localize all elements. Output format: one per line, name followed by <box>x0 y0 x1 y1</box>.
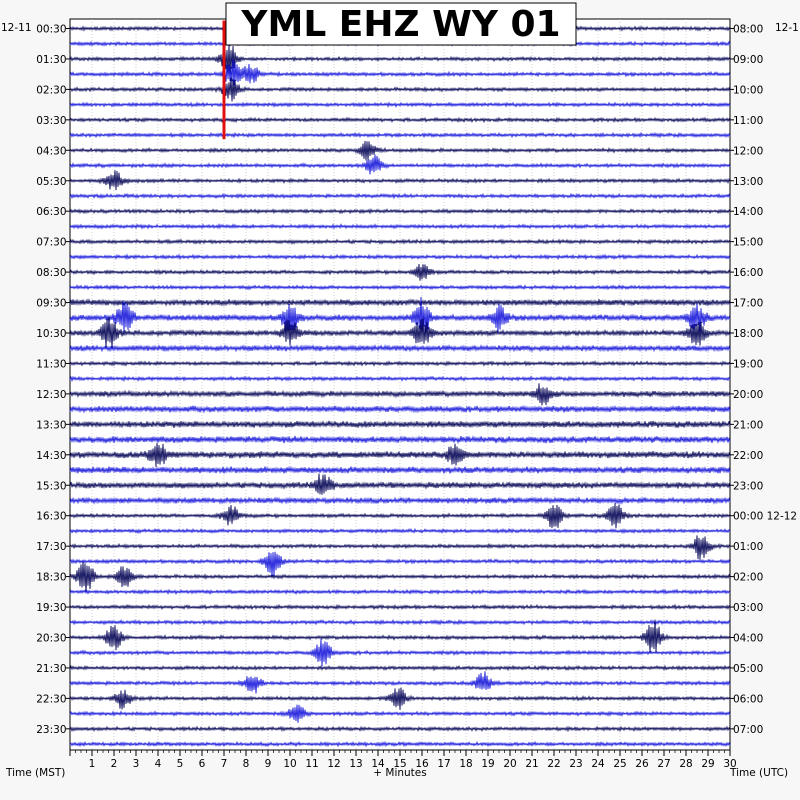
x-tick-label: 1 <box>88 758 96 770</box>
x-tick-label: 12 <box>327 758 341 770</box>
right-tick-label: 11:00 <box>733 114 764 127</box>
left-tick-label: 23:30 <box>36 723 67 736</box>
left-tick-label: 15:30 <box>36 480 67 493</box>
right-date-label: 12-1 <box>775 22 799 34</box>
left-tick-label: 08:30 <box>36 267 67 280</box>
x-tick-label: 13 <box>349 758 363 770</box>
x-tick-label: 30 <box>723 758 737 770</box>
right-tick-label: 06:00 <box>733 693 764 706</box>
left-date-label: 12-11 <box>1 22 32 34</box>
x-tick-label: 27 <box>657 758 671 770</box>
right-tick-label: 20:00 <box>733 388 764 401</box>
right-tick-label: 17:00 <box>733 297 764 310</box>
left-tick-label: 17:30 <box>36 541 67 554</box>
left-tick-label: 14:30 <box>36 449 67 462</box>
x-tick-label: 5 <box>176 758 184 770</box>
left-tick-label: 07:30 <box>36 236 67 249</box>
left-time-axis <box>36 24 70 736</box>
left-tick-label: 19:30 <box>36 602 67 615</box>
left-tick-label: 13:30 <box>36 419 67 432</box>
right-tick-label: 07:00 <box>733 723 764 736</box>
left-tick-label: 06:30 <box>36 206 67 219</box>
x-tick-label: 17 <box>437 758 451 770</box>
left-tick-label: 00:30 <box>36 23 67 36</box>
x-tick-label: 18 <box>459 758 473 770</box>
x-tick-label: 16 <box>415 758 429 770</box>
right-tick-label: 01:00 <box>733 541 764 554</box>
right-tick-label: 04:00 <box>733 632 764 645</box>
x-tick-label: 10 <box>283 758 297 770</box>
x-tick-label: 24 <box>591 758 605 770</box>
right-tick-label: 19:00 <box>733 358 764 371</box>
x-tick-label: 7 <box>220 758 228 770</box>
left-tick-label: 09:30 <box>36 297 67 310</box>
x-tick-label: 3 <box>132 758 140 770</box>
x-tick-label: 6 <box>198 758 206 770</box>
left-tick-label: 11:30 <box>36 358 67 371</box>
right-tick-label: 02:00 <box>733 571 764 584</box>
left-tick-label: 16:30 <box>36 510 67 523</box>
x-tick-label: 20 <box>503 758 517 770</box>
left-tick-label: 02:30 <box>36 84 67 97</box>
right-time-axis <box>730 24 797 736</box>
x-tick-label: 4 <box>154 758 162 770</box>
right-tick-label: 08:00 <box>733 23 764 36</box>
right-tick-label: 03:00 <box>733 602 764 615</box>
right-tick-label: 14:00 <box>733 206 764 219</box>
right-tick-label: 18:00 <box>733 328 764 340</box>
left-tick-label: 12:30 <box>36 388 67 401</box>
x-tick-label: 29 <box>701 758 715 770</box>
right-tick-label: 21:00 <box>733 419 764 432</box>
x-tick-label: 21 <box>525 758 539 770</box>
right-axis-label: Time (UTC) <box>730 767 789 779</box>
left-tick-label: 01:30 <box>36 53 67 66</box>
right-tick-label: 09:00 <box>733 53 764 66</box>
x-tick-label: 9 <box>264 758 272 770</box>
left-tick-label: 22:30 <box>36 693 67 706</box>
right-tick-label: 12:00 <box>733 145 764 158</box>
x-tick-label: 26 <box>635 758 649 770</box>
left-tick-label: 10:30 <box>36 328 67 340</box>
x-tick-label: 28 <box>679 758 693 770</box>
left-tick-label: 04:30 <box>36 145 67 158</box>
right-tick-label: 23:00 <box>733 480 764 493</box>
right-tick-label: 22:00 <box>733 449 764 462</box>
x-tick-label: 11 <box>305 758 319 770</box>
x-tick-label: 19 <box>481 758 495 770</box>
right-tick-label: 13:00 <box>733 175 764 188</box>
x-tick-label: 25 <box>613 758 627 770</box>
right-tick-label: 16:00 <box>733 267 764 280</box>
right-tick-label: 00:00 12-12 <box>733 510 798 523</box>
chart-title: YML EHZ WY 01 <box>241 4 561 45</box>
x-tick-label: 15 <box>393 758 407 770</box>
right-tick-label: 05:00 <box>733 662 764 675</box>
right-tick-label: 10:00 <box>733 84 764 97</box>
x-tick-label: 22 <box>547 758 561 770</box>
x-tick-label: 14 <box>371 758 385 770</box>
left-tick-label: 05:30 <box>36 175 67 188</box>
left-tick-label: 18:30 <box>36 571 67 584</box>
x-axis-label: + Minutes <box>373 767 427 779</box>
left-tick-label: 03:30 <box>36 114 67 127</box>
x-tick-label: 8 <box>242 758 250 770</box>
x-tick-label: 23 <box>569 758 583 770</box>
left-tick-label: 20:30 <box>36 632 67 645</box>
right-tick-label: 15:00 <box>733 236 764 249</box>
left-axis-label: Time (MST) <box>6 767 66 779</box>
left-tick-label: 21:30 <box>36 662 67 675</box>
x-tick-label: 2 <box>110 758 118 770</box>
